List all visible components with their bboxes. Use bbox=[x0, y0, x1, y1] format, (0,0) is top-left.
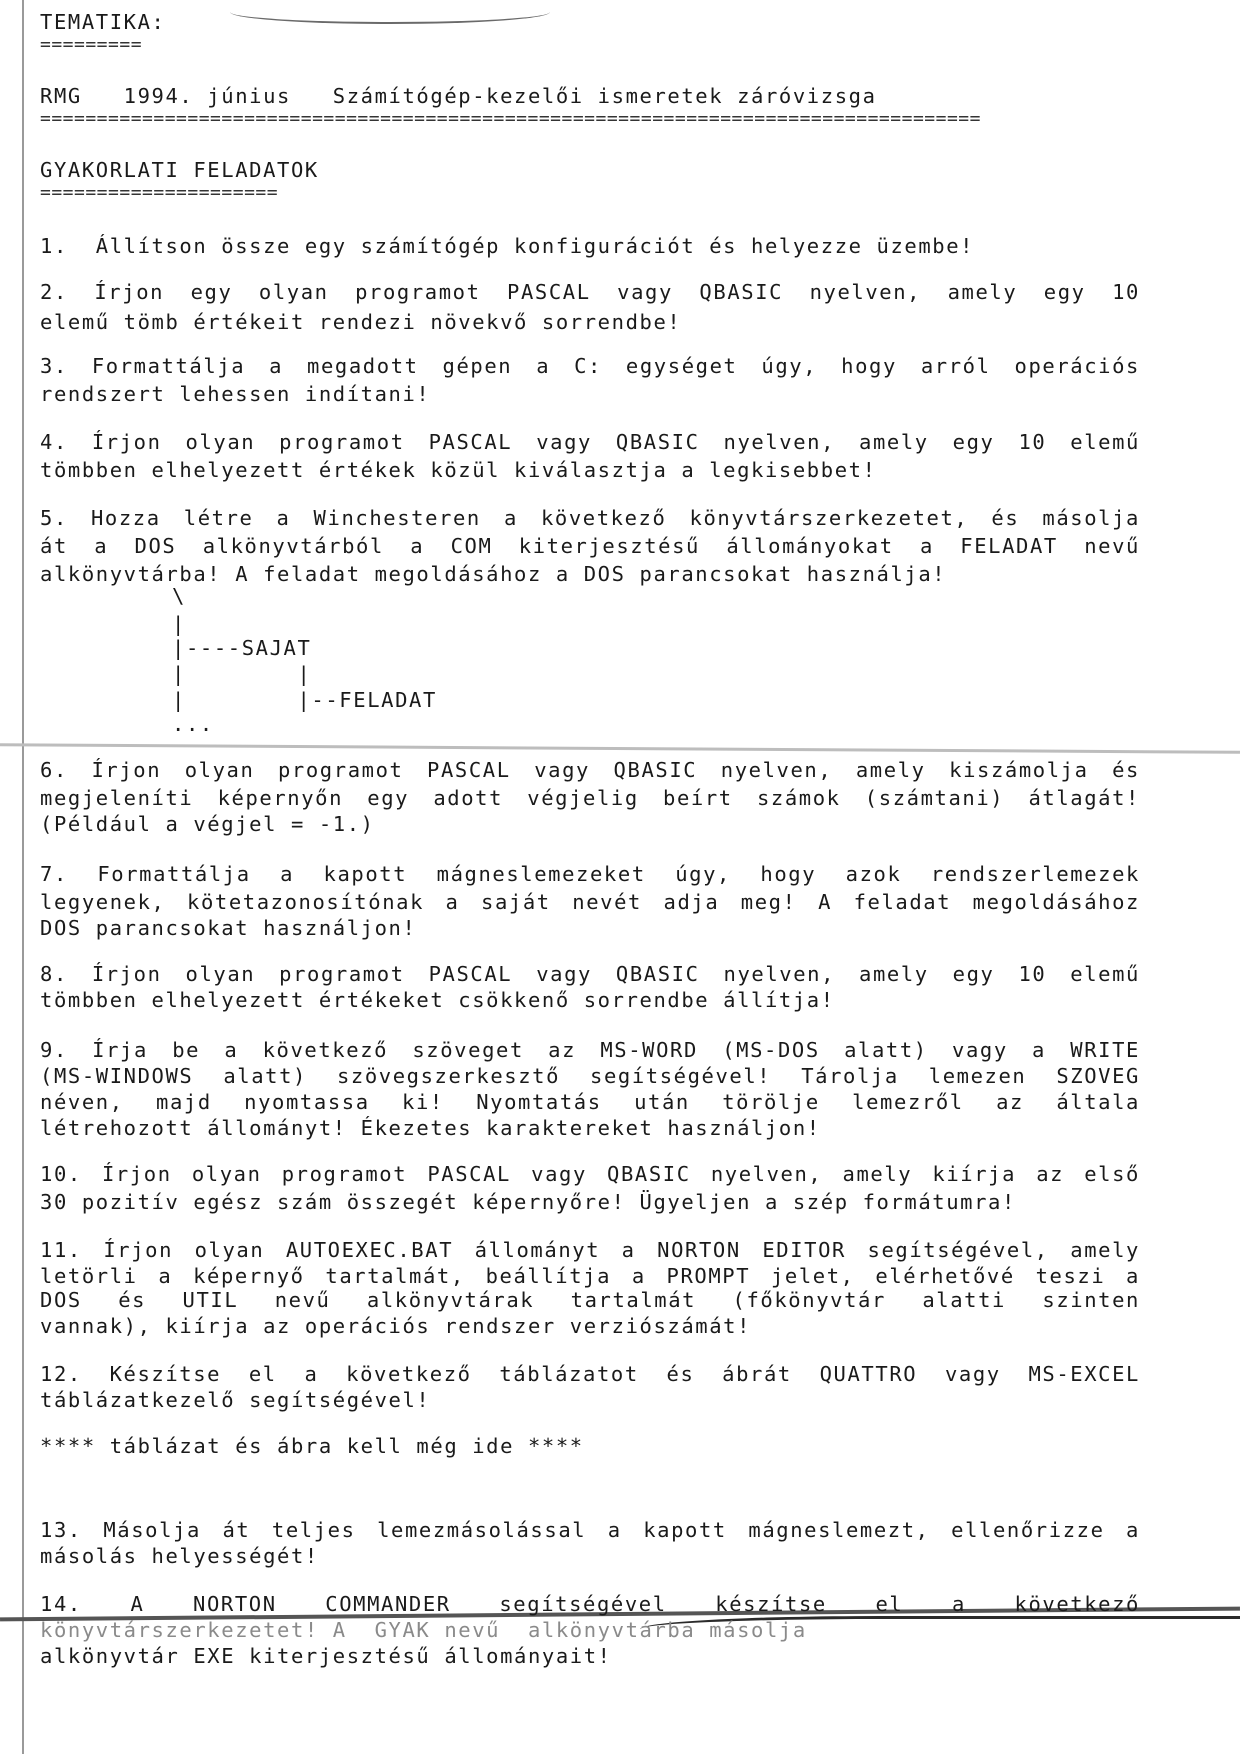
task-14-line-1: 14. A NORTON COMMANDER segítségével készítse el a következő bbox=[40, 1592, 1140, 1616]
tree-node-sajat: |----SAJAT bbox=[172, 636, 312, 660]
task-11-line-4: vannak), kiírja az operációs rendszer verziószámát! bbox=[40, 1314, 752, 1338]
task-11-line-2: letörli a képernyő tartalmát, beállítja a PROMPT jelet, elérhetővé teszi a bbox=[40, 1264, 1140, 1288]
task-12-line-2: táblázatkezelő segítségével! bbox=[40, 1388, 431, 1412]
tree-root: \ bbox=[172, 584, 186, 608]
task-7-line-3: DOS parancsokat használjon! bbox=[40, 916, 417, 940]
task-14-line-2: könyvtárszerkezetet! A GYAK nevű alkönyvtárba másolja bbox=[40, 1618, 807, 1642]
section-heading: GYAKORLATI FELADATOK bbox=[40, 158, 319, 182]
paper-fold-line bbox=[0, 743, 1240, 754]
tree-node-feladat: | |--FELADAT bbox=[172, 688, 437, 712]
task-9-line-1: 9. Írja be a következő szöveget az MS-WORD (MS-DOS alatt) vagy a WRITE bbox=[40, 1038, 1140, 1062]
task-6-line-2: megjeleníti képernyőn egy adott végjelig beírt számok (számtani) átlagát! bbox=[40, 786, 1140, 810]
task-9-line-4: létrehozott állományt! Ékezetes karaktereket használjon! bbox=[40, 1116, 821, 1140]
task-10-line-1: 10. Írjon olyan programot PASCAL vagy QBASIC nyelven, amely kiírja az első bbox=[40, 1162, 1140, 1186]
tematika-label: TEMATIKA: bbox=[40, 10, 166, 34]
paper-scuff bbox=[230, 0, 550, 24]
task-9-line-2: (MS-WINDOWS alatt) szövegszerkesztő segítségével! Tárolja lemezen SZOVEG bbox=[40, 1064, 1140, 1088]
task-2-line-2: elemű tömb értékeit rendezi növekvő sorrendbe! bbox=[40, 310, 682, 334]
page-left-edge bbox=[22, 0, 24, 1754]
task-5-line-1: 5. Hozza létre a Winchesteren a következő könyvtárszerkezetet, és másolja bbox=[40, 506, 1140, 530]
task-2-line-1: 2. Írjon egy olyan programot PASCAL vagy QBASIC nyelven, amely egy 10 bbox=[40, 280, 1140, 304]
task-5-line-3: alkönyvtárba! A feladat megoldásához a DOS parancsokat használja! bbox=[40, 562, 947, 586]
section-underline: ===================== bbox=[40, 182, 279, 203]
task-10-line-2: 30 pozitív egész szám összegét képernyőre! Ügyeljen a szép formátumra! bbox=[40, 1190, 1016, 1214]
task-7-line-1: 7. Formattálja a kapott mágneslemezeket úgy, hogy azok rendszerlemezek bbox=[40, 862, 1140, 886]
task-7-line-2: legyenek, kötetazonosítónak a saját nevét adja meg! A feladat megoldásához bbox=[40, 890, 1140, 914]
task-4-line-1: 4. Írjon olyan programot PASCAL vagy QBASIC nyelven, amely egy 10 elemű bbox=[40, 430, 1140, 454]
task-5-line-2: át a DOS alkönyvtárból a COM kiterjesztésű állományokat a FELADAT nevű bbox=[40, 534, 1140, 558]
task-12-line-1: 12. Készítse el a következő táblázatot és ábrát QUATTRO vagy MS-EXCEL bbox=[40, 1362, 1140, 1386]
page-title: RMG 1994. június Számítógép-kezelői ismeretek záróvizsga bbox=[40, 84, 877, 108]
tree-ellipsis: ... bbox=[172, 712, 214, 736]
task-8-line-1: 8. Írjon olyan programot PASCAL vagy QBASIC nyelven, amely egy 10 elemű bbox=[40, 962, 1140, 986]
tree-connector-2: | | bbox=[172, 662, 312, 686]
task-11-line-1: 11. Írjon olyan AUTOEXEC.BAT állományt a NORTON EDITOR segítségével, amely bbox=[40, 1238, 1140, 1262]
tree-connector: | bbox=[172, 612, 186, 636]
task-3-line-1: 3. Formattálja a megadott gépen a C: egységet úgy, hogy arról operációs bbox=[40, 354, 1140, 378]
task-13-line-2: másolás helyességét! bbox=[40, 1544, 319, 1568]
task-11-line-3: DOS és UTIL nevű alkönyvtárak tartalmát (főkönyvtár alatti szinten bbox=[40, 1288, 1140, 1312]
task-4-line-2: tömbben elhelyezett értékek közül kiválasztja a legkisebbet! bbox=[40, 458, 877, 482]
task-3-line-2: rendszert lehessen indítani! bbox=[40, 382, 431, 406]
task-13-line-1: 13. Másolja át teljes lemezmásolással a kapott mágneslemezt, ellenőrizze a bbox=[40, 1518, 1140, 1542]
task-6-line-3: (Például a végjel = -1.) bbox=[40, 812, 375, 836]
table-placeholder-note: **** táblázat és ábra kell még ide **** bbox=[40, 1434, 584, 1458]
tematika-underline: ========= bbox=[40, 34, 143, 55]
task-1-line-1: 1. Állítson össze egy számítógép konfigurációt és helyezze üzembe! bbox=[40, 234, 975, 258]
task-6-line-1: 6. Írjon olyan programot PASCAL vagy QBASIC nyelven, amely kiszámolja és bbox=[40, 758, 1140, 782]
task-9-line-3: néven, majd nyomtassa ki! Nyomtatás után törölje lemezről az általa bbox=[40, 1090, 1140, 1114]
task-8-line-2: tömbben elhelyezett értékeket csökkenő sorrendbe állítja! bbox=[40, 988, 835, 1012]
title-underline: =================================================================================== bbox=[40, 108, 981, 129]
task-14-line-3: alkönyvtár EXE kiterjesztésű állományait! bbox=[40, 1644, 612, 1668]
